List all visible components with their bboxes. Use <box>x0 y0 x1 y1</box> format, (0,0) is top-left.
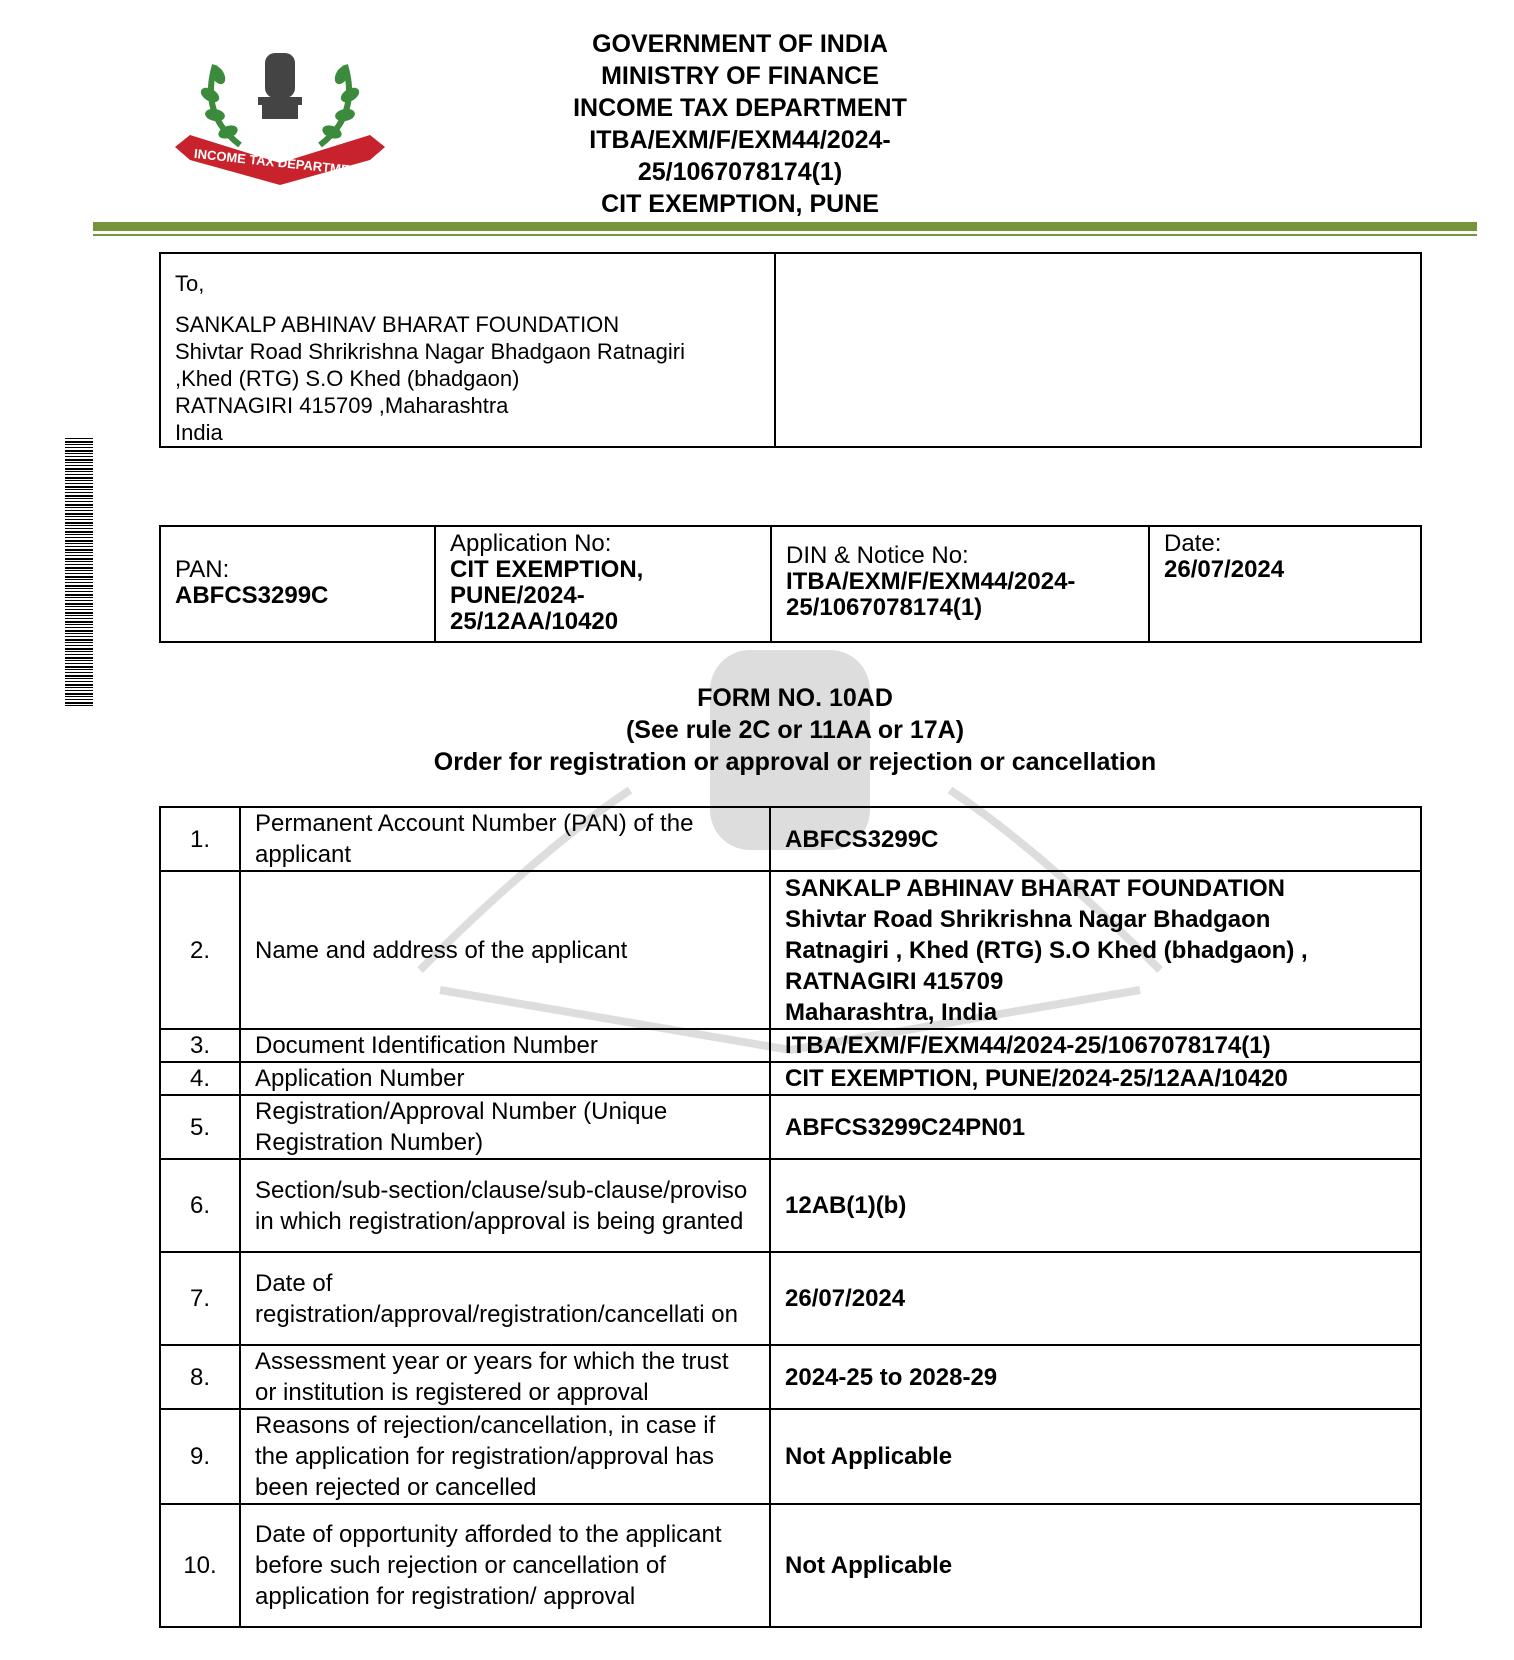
addressee-to: To, <box>175 271 205 296</box>
pan-cell <box>161 527 436 641</box>
header-line-government: GOVERNMENT OF INDIA <box>592 30 888 58</box>
barcode <box>65 438 93 708</box>
date-value: 26/07/2024 <box>1164 556 1285 583</box>
table-row <box>160 807 1421 871</box>
row-value-line: ABFCS3299C24PN01 <box>785 1113 1026 1141</box>
table-row <box>160 1345 1421 1409</box>
income-tax-department-logo <box>170 35 390 185</box>
application-value-1: CIT EXEMPTION, <box>450 556 644 583</box>
row-number: 1. <box>160 807 240 871</box>
row-value <box>770 1504 1421 1627</box>
addressee-line-3: RATNAGIRI 415709 ,Maharashtra <box>175 393 509 418</box>
row-label: Document Identification Number <box>240 1029 770 1062</box>
pan-label: PAN: <box>175 556 230 583</box>
application-cell <box>436 527 772 641</box>
row-value <box>770 1252 1421 1345</box>
row-value <box>770 807 1421 871</box>
addressee-line-1: Shivtar Road Shrikrishna Nagar Bhadgaon Ratnagiri <box>175 339 685 364</box>
row-label: Name and address of the applicant <box>240 871 770 1029</box>
addressee-blank-cell <box>776 254 1420 446</box>
row-number: 4. <box>160 1062 240 1095</box>
row-label: Registration/Approval Number (Unique Registration Number) <box>240 1095 770 1159</box>
header-divider <box>93 222 1477 231</box>
table-row <box>160 1252 1421 1345</box>
table-row <box>160 871 1421 1029</box>
row-value <box>770 1409 1421 1504</box>
row-value-line: Maharashtra, India <box>785 998 998 1026</box>
row-value-line: RATNAGIRI 415709 <box>785 967 1004 995</box>
application-value-3: 25/12AA/10420 <box>450 608 619 635</box>
table-row <box>160 1029 1421 1062</box>
row-value <box>770 1062 1421 1095</box>
pan-value: ABFCS3299C <box>175 582 329 609</box>
document-header <box>480 28 1000 220</box>
row-label: Application Number <box>240 1062 770 1095</box>
header-line-ref-2: 25/1067078174(1) <box>637 158 843 186</box>
row-number: 10. <box>160 1504 240 1627</box>
form-title-block <box>300 682 1290 778</box>
addressee-name: SANKALP ABHINAV BHARAT FOUNDATION <box>175 312 620 337</box>
row-value-line: ABFCS3299C <box>785 825 939 853</box>
row-number: 9. <box>160 1409 240 1504</box>
row-value <box>770 1345 1421 1409</box>
addressee-line-4: India <box>175 420 223 445</box>
header-divider-thin <box>93 234 1477 236</box>
row-number: 5. <box>160 1095 240 1159</box>
din-label: DIN & Notice No: <box>786 542 969 569</box>
date-label: Date: <box>1164 530 1222 557</box>
row-value-line: 26/07/2024 <box>785 1285 906 1312</box>
row-value <box>770 871 1421 1029</box>
addressee-box <box>159 252 1422 448</box>
row-number: 7. <box>160 1252 240 1345</box>
order-details-table <box>159 806 1422 1628</box>
row-value-line: CIT EXEMPTION, PUNE/2024-25/12AA/10420 <box>785 1065 1288 1092</box>
addressee-details <box>161 254 776 446</box>
row-label: Permanent Account Number (PAN) of the applicant <box>240 807 770 871</box>
row-label: Reasons of rejection/cancellation, in case if the application for registration/approval has been rejected or cancelled <box>240 1409 770 1504</box>
row-value-line: Not Applicable <box>785 1443 953 1470</box>
form-number: FORM NO. 10AD <box>697 684 893 712</box>
form-subtitle: Order for registration or approval or rejection or cancellation <box>433 748 1157 776</box>
row-number: 3. <box>160 1029 240 1062</box>
row-value-line: SANKALP ABHINAV BHARAT FOUNDATION <box>785 874 1285 902</box>
row-value <box>770 1029 1421 1062</box>
table-row <box>160 1409 1421 1504</box>
row-value-line: Not Applicable <box>785 1552 953 1579</box>
table-row <box>160 1095 1421 1159</box>
row-label: Section/sub-section/clause/sub-clause/proviso in which registration/approval is being granted <box>240 1159 770 1252</box>
reference-info-box <box>159 525 1422 643</box>
row-number: 2. <box>160 871 240 1029</box>
date-cell <box>1150 527 1420 641</box>
header-line-department: INCOME TAX DEPARTMENT <box>573 94 907 122</box>
header-line-ref-1: ITBA/EXM/F/EXM44/2024- <box>589 126 891 154</box>
row-number: 6. <box>160 1159 240 1252</box>
table-row <box>160 1159 1421 1252</box>
header-line-ministry: MINISTRY OF FINANCE <box>601 62 879 90</box>
row-value <box>770 1095 1421 1159</box>
form-rule: (See rule 2C or 11AA or 17A) <box>625 716 965 744</box>
row-number: 8. <box>160 1345 240 1409</box>
row-value-line: 12AB(1)(b) <box>785 1192 907 1219</box>
din-cell <box>772 527 1150 641</box>
din-value-1: ITBA/EXM/F/EXM44/2024- <box>786 568 1076 595</box>
row-value-line: Shivtar Road Shrikrishna Nagar Bhadgaon <box>785 905 1271 933</box>
header-line-office: CIT EXEMPTION, PUNE <box>601 190 879 218</box>
table-row <box>160 1062 1421 1095</box>
row-label: Date of registration/approval/registration/cancellati on <box>240 1252 770 1345</box>
application-label: Application No: <box>450 530 612 557</box>
row-value-line: Ratnagiri , Khed (RTG) S.O Khed (bhadgaon) , <box>785 936 1308 964</box>
application-value-2: PUNE/2024- <box>450 582 585 609</box>
row-value <box>770 1159 1421 1252</box>
row-label: Assessment year or years for which the trust or institution is registered or approval <box>240 1345 770 1409</box>
row-label: Date of opportunity afforded to the applicant before such rejection or cancellation of application for registration/ approval <box>240 1504 770 1627</box>
addressee-line-2: ,Khed (RTG) S.O Khed (bhadgaon) <box>175 366 520 391</box>
din-value-2: 25/1067078174(1) <box>786 594 983 621</box>
row-value-line: ITBA/EXM/F/EXM44/2024-25/1067078174(1) <box>785 1032 1271 1059</box>
table-row <box>160 1504 1421 1627</box>
row-value-line: 2024-25 to 2028-29 <box>785 1363 998 1391</box>
svg-text:INCOME TAX DEPARTMENT: INCOME TAX DEPARTMENT <box>193 145 368 180</box>
